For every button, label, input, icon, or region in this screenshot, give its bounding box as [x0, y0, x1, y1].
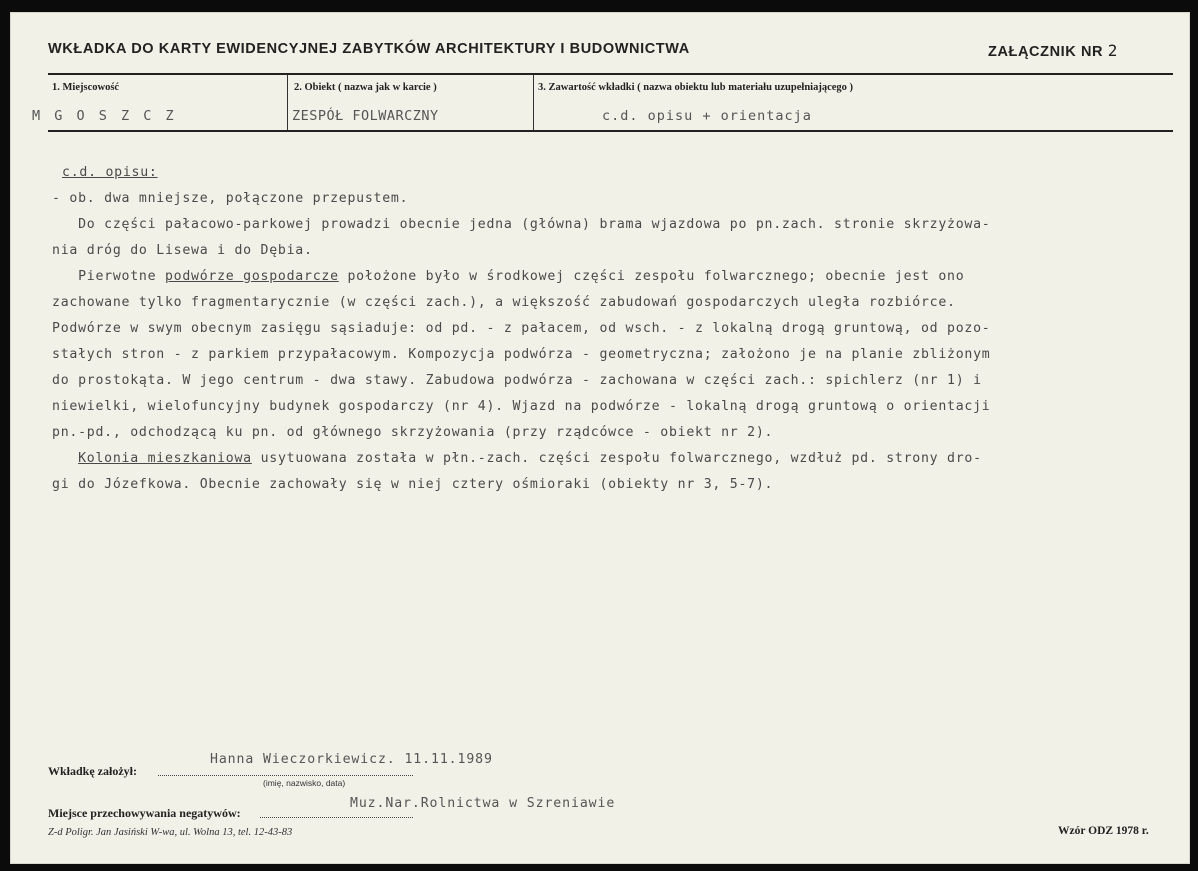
- header-bottom-rule: [48, 130, 1173, 132]
- description-heading: c.d. opisu:: [62, 165, 158, 180]
- description-text: [52, 160, 1132, 498]
- content-value: c.d. opisu + orientacja: [602, 108, 812, 124]
- attachment-number: [988, 41, 1118, 60]
- locality-value: M G O S Z C Z: [32, 108, 177, 124]
- description-line: Podwórze w swym obecnym zasięgu sąsiaduje: od pd. - z pałacem, od wsch. - z lokalną drogą gruntową, od pozo-: [52, 321, 991, 336]
- attachment-label: ZAŁĄCZNIK NR: [988, 44, 1104, 60]
- field-divider-2: [533, 75, 534, 130]
- locality-label: 1. Miejscowość: [52, 82, 120, 93]
- field-divider-1: [287, 75, 288, 130]
- created-by-label: Wkładkę założył:: [48, 764, 137, 778]
- description-line: gi do Józefkowa. Obecnie zachowały się w niej cztery ośmioraki (obiekty nr 3, 5-7).: [52, 477, 774, 492]
- form-title: WKŁADKA DO KARTY EWIDENCYJNEJ ZABYTKÓW ARCHITEKTURY I BUDOWNICTWA: [48, 41, 690, 57]
- description-line: Pierwotne podwórze gospodarcze położone było w środkowej części zespołu folwarcznego; obecnie jest ono: [52, 269, 965, 284]
- negatives-line: [260, 817, 413, 818]
- description-line: do prostokąta. W jego centrum - dwa stawy. Zabudowa podwórza - zachowana w części zach.: spichlerz (nr 1) i: [52, 373, 982, 388]
- header-top-rule: [48, 73, 1173, 75]
- created-by-line: [158, 775, 413, 776]
- description-line: stałych stron - z parkiem przypałacowym. Kompozycja podwórza - geometryczna; założono je na planie zbliżonym: [52, 347, 991, 362]
- content-label: 3. Zawartość wkładki ( nazwa obiektu lub materiału uzupełniającego ): [538, 82, 854, 93]
- object-value: ZESPÓŁ FOLWARCZNY: [292, 108, 439, 124]
- object-label: 2. Obiekt ( nazwa jak w karcie ): [294, 82, 437, 93]
- description-line: zachowane tylko fragmentarycznie (w części zach.), a większość zabudowań gospodarczych uległa rozbiórce.: [52, 295, 956, 310]
- negatives-value: Muz.Nar.Rolnictwa w Szreniawie: [350, 796, 616, 811]
- description-line: Kolonia mieszkaniowa usytuowana została w płn.-zach. części zespołu folwarcznego, wzdłuż pd. strony dro-: [78, 451, 982, 466]
- form-model: Wzór ODZ 1978 r.: [1058, 825, 1149, 837]
- created-by-value: Hanna Wieczorkiewicz. 11.11.1989: [210, 752, 493, 767]
- description-line: niewielki, wielofuncyjny budynek gospodarczy (nr 4). Wjazd na podwórze - lokalną drogą gruntową o orientacji: [52, 399, 991, 414]
- colony-term: Kolonia mieszkaniowa: [78, 451, 252, 466]
- attachment-number-value: 2: [1107, 41, 1119, 60]
- created-by-hint: (imię, nazwisko, data): [263, 778, 346, 788]
- description-line: - ob. dwa mniejsze, połączone przepustem.: [52, 191, 409, 206]
- record-card: [10, 12, 1190, 864]
- printer-imprint: Z-d Poligr. Jan Jasiński W-wa, ul. Wolna 13, tel. 12-43-83: [48, 827, 293, 838]
- description-line: pn.-pd., odchodzącą ku pn. od głównego skrzyżowania (przy rządcówce - obiekt nr 2).: [52, 425, 774, 440]
- negatives-label: Miejsce przechowywania negatywów:: [48, 806, 241, 820]
- description-line: Do części pałacowo-parkowej prowadzi obecnie jedna (główna) brama wjazdowa po pn.zach. stronie skrzyżowa-: [52, 217, 991, 232]
- description-line: nia dróg do Lisewa i do Dębia.: [52, 243, 313, 258]
- yard-term: podwórze gospodarcze: [164, 269, 339, 284]
